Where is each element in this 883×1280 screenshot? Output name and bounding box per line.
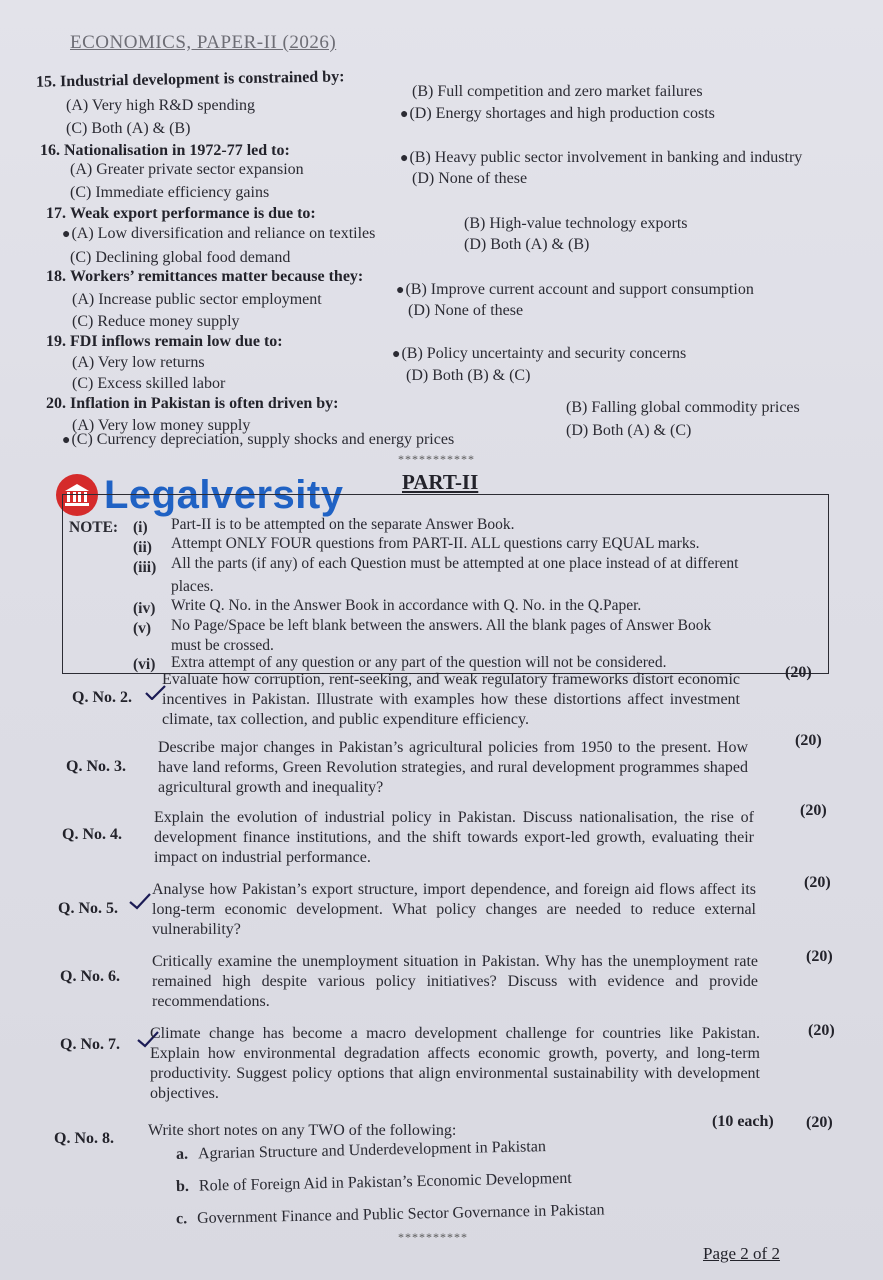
- question-text: Write short notes on any TWO of the following:: [148, 1122, 457, 1139]
- mcq-option-marked: ●(B) Improve current account and support consumption: [396, 281, 754, 298]
- mcq-19: 19. FDI inflows remain low due to:: [46, 333, 283, 350]
- answer-mark-dot: ●: [396, 283, 405, 298]
- note-item-text: Attempt ONLY FOUR questions from PART-II. ALL questions carry EQUAL marks.: [171, 535, 700, 552]
- sub-part-a: a. Agrarian Structure and Underdevelopment in Pakistan: [175, 1138, 547, 1163]
- mcq-option-marked: ●(A) Low diversification and reliance on textiles: [62, 225, 376, 242]
- mcq-option-marked: ●(C) Currency depreciation, supply shocks and energy prices: [62, 431, 455, 448]
- checkmark-icon: [128, 892, 152, 910]
- mcq-option: (C) Both (A) & (B): [66, 120, 191, 137]
- note-item-num: (vi): [133, 656, 156, 673]
- question-marks: (20): [785, 664, 812, 681]
- mcq-question: Industrial development is constrained by:: [59, 68, 345, 91]
- answer-mark-dot: ●: [392, 347, 401, 362]
- mcq-question: Workers’ remittances matter because they:: [70, 268, 364, 285]
- sub-part-c: c. Government Finance and Public Sector Governance in Pakistan: [175, 1201, 605, 1228]
- note-item-text: Write Q. No. in the Answer Book in accordance with Q. No. in the Q.Paper.: [171, 597, 642, 614]
- question-marks-each: (10 each): [712, 1113, 774, 1130]
- question-marks: (20): [795, 732, 822, 749]
- mcq-20: 20. Inflation in Pakistan is often driven by:: [46, 395, 339, 412]
- question-marks: (20): [804, 874, 831, 891]
- sub-part-b: b. Role of Foreign Aid in Pakistan’s Economic Development: [175, 1169, 572, 1196]
- mcq-option: (C) Excess skilled labor: [72, 375, 226, 392]
- answer-mark-dot: ●: [400, 107, 409, 122]
- answer-mark-dot: ●: [400, 151, 409, 166]
- mcq-option: (B) Falling global commodity prices: [566, 399, 800, 416]
- note-item-num: (ii): [133, 539, 152, 556]
- question-text: Evaluate how corruption, rent-seeking, and weak regulatory frameworks distort economic incentives in Pakistan. Illustrate with examples how these distortions affect investment climate, tax collection, and public expenditure efficiency.: [162, 671, 740, 728]
- note-item-text: No Page/Space be left blank between the answers. All the blank pages of Answer Book: [171, 617, 712, 634]
- note-item-num: (v): [133, 620, 152, 637]
- mcq-question: Weak export performance is due to:: [70, 205, 316, 222]
- question-marks: (20): [806, 948, 833, 965]
- note-item-text: Extra attempt of any question or any part of the question will not be considered.: [171, 654, 667, 671]
- mcq-17: 17. Weak export performance is due to:: [46, 205, 316, 222]
- question-text: Explain the evolution of industrial policy in Pakistan. Discuss nationalisation, the rise of development finance institutions, and the shift towards export-led growth, evaluating their impact on industrial performance.: [154, 809, 754, 866]
- mcq-option: (B) High-value technology exports: [464, 215, 688, 232]
- mcq-option: (D) Both (B) & (C): [406, 367, 531, 384]
- page-number: Page 2 of 2: [703, 1244, 780, 1263]
- note-box: [62, 494, 829, 674]
- note-item-text: places.: [171, 578, 214, 595]
- note-label: NOTE:: [69, 519, 119, 536]
- question-label: Q. No. 4.: [62, 826, 122, 843]
- mcq-question: FDI inflows remain low due to:: [70, 333, 283, 350]
- question-label: Q. No. 5.: [58, 900, 118, 917]
- mcq-option-marked: ●(B) Policy uncertainty and security concerns: [392, 345, 687, 362]
- question-text: Analyse how Pakistan’s export structure, import dependence, and foreign aid flows affect its long-term economic development. What policy changes are needed to reduce external vulnerability?: [152, 881, 756, 938]
- note-item-text: All the parts (if any) of each Question must be attempted at one place instead of at different: [171, 555, 739, 572]
- mcq-option: (A) Very low returns: [72, 354, 205, 371]
- mcq-option: (C) Declining global food demand: [70, 249, 291, 266]
- question-marks: (20): [800, 802, 827, 819]
- section-divider: ***********: [398, 452, 475, 466]
- mcq-option: (C) Reduce money supply: [72, 313, 240, 330]
- mcq-option: (A) Very high R&D spending: [66, 97, 256, 114]
- mcq-option: (A) Very low money supply: [72, 417, 251, 434]
- mcq-option: (A) Increase public sector employment: [72, 291, 322, 308]
- end-divider: **********: [398, 1230, 468, 1244]
- mcq-option: (D) None of these: [412, 170, 528, 187]
- mcq-option: (A) Greater private sector expansion: [70, 161, 304, 178]
- mcq-15: 15. Industrial development is constrained by:: [35, 68, 345, 91]
- mcq-option: (D) Both (A) & (C): [566, 422, 692, 439]
- mcq-option: (D) None of these: [408, 302, 524, 319]
- paper-header: ECONOMICS, PAPER-II (2026): [70, 32, 337, 53]
- mcq-option: (B) Full competition and zero market failures: [412, 83, 703, 100]
- question-marks: (20): [808, 1022, 835, 1039]
- mcq-option-marked: ●(B) Heavy public sector involvement in banking and industry: [400, 149, 803, 166]
- answer-mark-dot: ●: [62, 433, 71, 448]
- mcq-question: Inflation in Pakistan is often driven by:: [70, 395, 339, 412]
- mcq-question: Nationalisation in 1972-77 led to:: [64, 142, 290, 159]
- mcq-option: (C) Immediate efficiency gains: [70, 184, 270, 201]
- note-item-num: (i): [133, 519, 148, 536]
- question-text: Describe major changes in Pakistan’s agricultural policies from 1950 to the present. How have land reforms, Green Revolution strategies, and rural development programmes shaped agricultural growth and inequality?: [158, 739, 748, 796]
- watermark-text: Legalversity: [104, 472, 344, 517]
- note-item-num: (iv): [133, 600, 156, 617]
- question-text: Climate change has become a macro development challenge for countries like Pakistan. Explain how environmental degradation affects economic growth, poverty, and long-term productivity. Suggest policy options that align environmental sustainability with development objectives.: [150, 1025, 760, 1102]
- note-item-text: must be crossed.: [171, 637, 274, 654]
- note-item-text: Part-II is to be attempted on the separate Answer Book.: [171, 516, 515, 533]
- question-label: Q. No. 7.: [60, 1036, 120, 1053]
- note-item-num: (iii): [133, 559, 157, 576]
- question-label: Q. No. 2.: [72, 689, 132, 706]
- question-text: Critically examine the unemployment situation in Pakistan. Why has the unemployment rate remained high despite various policy initiatives? Discuss with evidence and provide recommendations.: [152, 953, 758, 1010]
- mcq-18: 18. Workers’ remittances matter because they:: [46, 268, 364, 285]
- mcq-16: 16. Nationalisation in 1972-77 led to:: [40, 142, 290, 159]
- mcq-option: (D) Both (A) & (B): [464, 236, 590, 253]
- part-title: PART-II: [402, 470, 479, 494]
- mcq-option-marked: ●(D) Energy shortages and high production costs: [400, 105, 715, 122]
- answer-mark-dot: ●: [62, 227, 71, 242]
- question-label: Q. No. 3.: [66, 758, 126, 775]
- question-label: Q. No. 8.: [54, 1130, 114, 1147]
- question-label: Q. No. 6.: [60, 968, 120, 985]
- question-marks: (20): [806, 1114, 833, 1131]
